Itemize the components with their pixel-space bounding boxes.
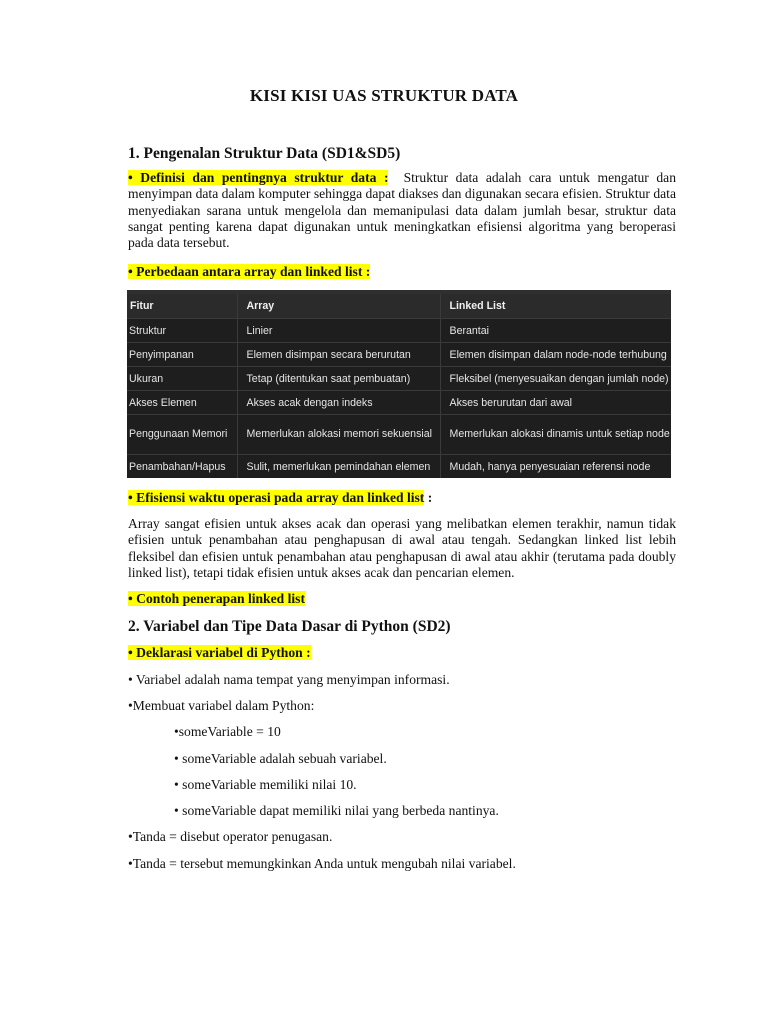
table-cell: Elemen disimpan secara berurutan bbox=[237, 343, 440, 367]
list-item: • someVariable dapat memiliki nilai yang berbeda nantinya. bbox=[174, 803, 499, 818]
definition-paragraph bbox=[128, 170, 676, 251]
table-row bbox=[127, 343, 671, 367]
definition-label: • Definisi dan pentingnya struktur data : bbox=[128, 170, 389, 185]
deklarasi-label: • Deklarasi variabel di Python : bbox=[128, 645, 311, 660]
table-cell: Fleksibel (menyesuaikan dengan jumlah node) bbox=[440, 367, 671, 391]
comparison-table-image bbox=[127, 290, 671, 478]
table-cell: Sulit, memerlukan pemindahan elemen bbox=[237, 455, 440, 479]
table-row bbox=[127, 319, 671, 343]
table-row bbox=[127, 391, 671, 415]
efisiensi-label: • Efisiensi waktu operasi pada array dan linked list bbox=[128, 490, 425, 505]
table-cell: Tetap (ditentukan saat pembuatan) bbox=[237, 367, 440, 391]
efisiensi-line bbox=[128, 490, 432, 506]
table-header-row bbox=[127, 292, 671, 319]
table-cell: Memerlukan alokasi dinamis untuk setiap node bbox=[440, 415, 671, 455]
table-header-cell: Array bbox=[237, 292, 440, 319]
list-item: •Tanda = tersebut memungkinkan Anda untuk mengubah nilai variabel. bbox=[128, 856, 516, 871]
table-cell: Memerlukan alokasi memori sekuensial bbox=[237, 415, 440, 455]
contoh-line bbox=[128, 591, 305, 607]
table-cell: Penambahan/Hapus bbox=[127, 455, 237, 479]
table-cell: Linier bbox=[237, 319, 440, 343]
list-item: • Variabel adalah nama tempat yang menyimpan informasi. bbox=[128, 672, 450, 687]
table-row bbox=[127, 455, 671, 479]
table-cell: Mudah, hanya penyesuaian referensi node bbox=[440, 455, 671, 479]
table-cell: Penyimpanan bbox=[127, 343, 237, 367]
efisiensi-colon: : bbox=[424, 490, 433, 505]
deklarasi-line bbox=[128, 645, 311, 661]
table-cell: Penggunaan Memori bbox=[127, 415, 237, 455]
table-cell: Struktur bbox=[127, 319, 237, 343]
efisiensi-paragraph: Array sangat efisien untuk akses acak dan operasi yang melibatkan elemen terakhir, namun tidak efisien untuk penambahan atau penghapusan di awal atau tengah. Sedangkan linked list lebih fleksibel dan efisien untuk penambahan atau penghapusan di awal atau akhir (terutama pada doubly linked list), tetapi tidak efisien untuk akses acak dan pencarian elemen. bbox=[128, 516, 676, 580]
table-row bbox=[127, 415, 671, 455]
section2-heading: 2. Variabel dan Tipe Data Dasar di Python (SD2) bbox=[128, 618, 451, 635]
contoh-label: • Contoh penerapan linked list bbox=[128, 591, 305, 606]
table-cell: Akses berurutan dari awal bbox=[440, 391, 671, 415]
table-header-cell: Linked List bbox=[440, 292, 671, 319]
list-item: • someVariable adalah sebuah variabel. bbox=[174, 751, 387, 766]
table-cell: Akses Elemen bbox=[127, 391, 237, 415]
list-item: • someVariable memiliki nilai 10. bbox=[174, 777, 357, 792]
table-cell: Berantai bbox=[440, 319, 671, 343]
list-item: •Membuat variabel dalam Python: bbox=[128, 698, 315, 713]
table-row bbox=[127, 367, 671, 391]
comparison-table bbox=[127, 290, 671, 478]
list-item: •someVariable = 10 bbox=[174, 724, 281, 739]
definition-text: Struktur data adalah cara untuk mengatur dan menyimpan data dalam komputer sehingga dapat diakses dan digunakan secara efisien. Struktur data menyediakan sarana untuk mengelola dan memanipulasi data dalam jumlah besar, struktur data sangat penting karena dapat digunakan untuk meningkatkan efisiensi algoritma yang beroperasi pada data tersebut. bbox=[128, 170, 677, 251]
table-header-cell: Fitur bbox=[127, 292, 237, 319]
list-item: •Tanda = disebut operator penugasan. bbox=[128, 829, 333, 844]
table-cell: Akses acak dengan indeks bbox=[237, 391, 440, 415]
document-title: KISI KISI UAS STRUKTUR DATA bbox=[249, 86, 519, 105]
table-cell: Ukuran bbox=[127, 367, 237, 391]
section1-heading: 1. Pengenalan Struktur Data (SD1&SD5) bbox=[128, 145, 401, 162]
table-cell: Elemen disimpan dalam node-node terhubung bbox=[440, 343, 671, 367]
perbedaan-label: • Perbedaan antara array dan linked list : bbox=[128, 264, 371, 279]
perbedaan-line bbox=[128, 264, 370, 280]
